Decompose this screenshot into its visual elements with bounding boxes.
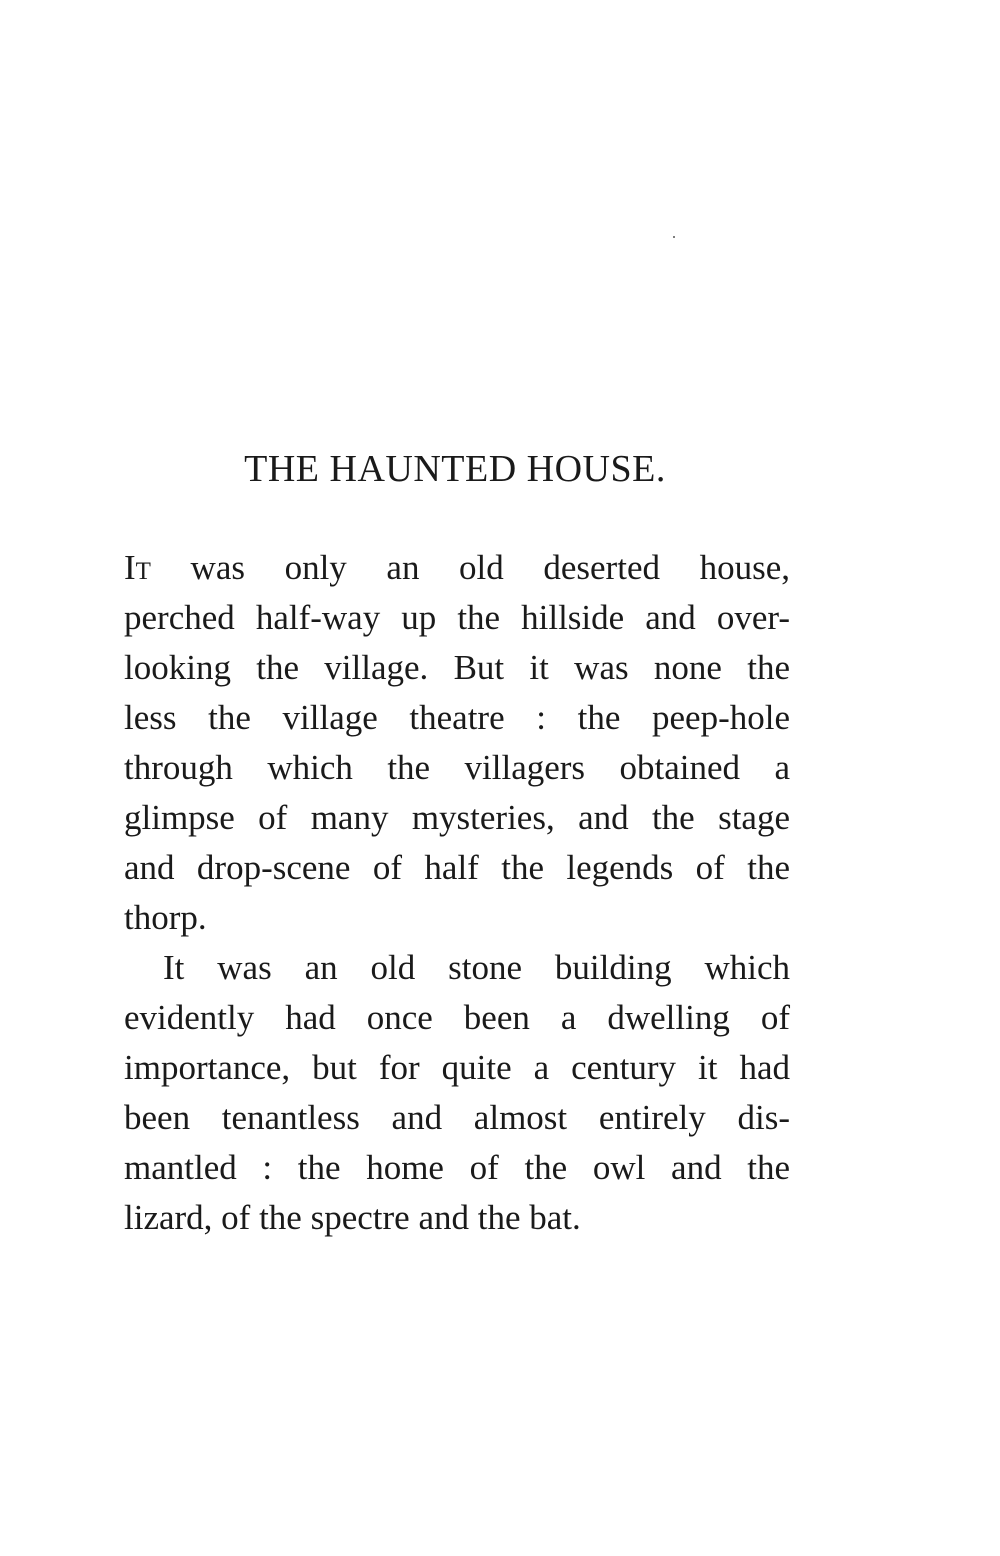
paragraph-2 bbox=[124, 943, 790, 1243]
text-line: glimpse of many mysteries, and the stage bbox=[124, 798, 790, 837]
text-line: lizard, of the spectre and the bat. bbox=[124, 1198, 581, 1237]
chapter-body bbox=[124, 543, 790, 1243]
drop-word: It bbox=[124, 548, 151, 587]
text-line: thorp. bbox=[124, 898, 207, 937]
text-line: importance, but for quite a century it had bbox=[124, 1048, 790, 1087]
ink-speck bbox=[673, 236, 675, 238]
chapter-title: THE HAUNTED HOUSE. bbox=[244, 448, 666, 490]
text-line: and drop-scene of half the legends of the bbox=[124, 848, 790, 887]
text-line: perched half-way up the hillside and over- bbox=[124, 598, 790, 637]
line-text: was only an old deserted house, bbox=[150, 548, 790, 587]
text-line: mantled : the home of the owl and the bbox=[124, 1148, 790, 1187]
text-line: It was an old stone building which bbox=[163, 948, 790, 987]
text-line: through which the villagers obtained a bbox=[124, 748, 790, 787]
text-line: been tenantless and almost entirely dis- bbox=[124, 1098, 790, 1137]
text-line bbox=[124, 543, 790, 593]
paragraph-1 bbox=[124, 543, 790, 943]
text-line: evidently had once been a dwelling of bbox=[124, 998, 790, 1037]
text-line: less the village theatre : the peep-hole bbox=[124, 698, 790, 737]
text-line: looking the village. But it was none the bbox=[124, 648, 790, 687]
